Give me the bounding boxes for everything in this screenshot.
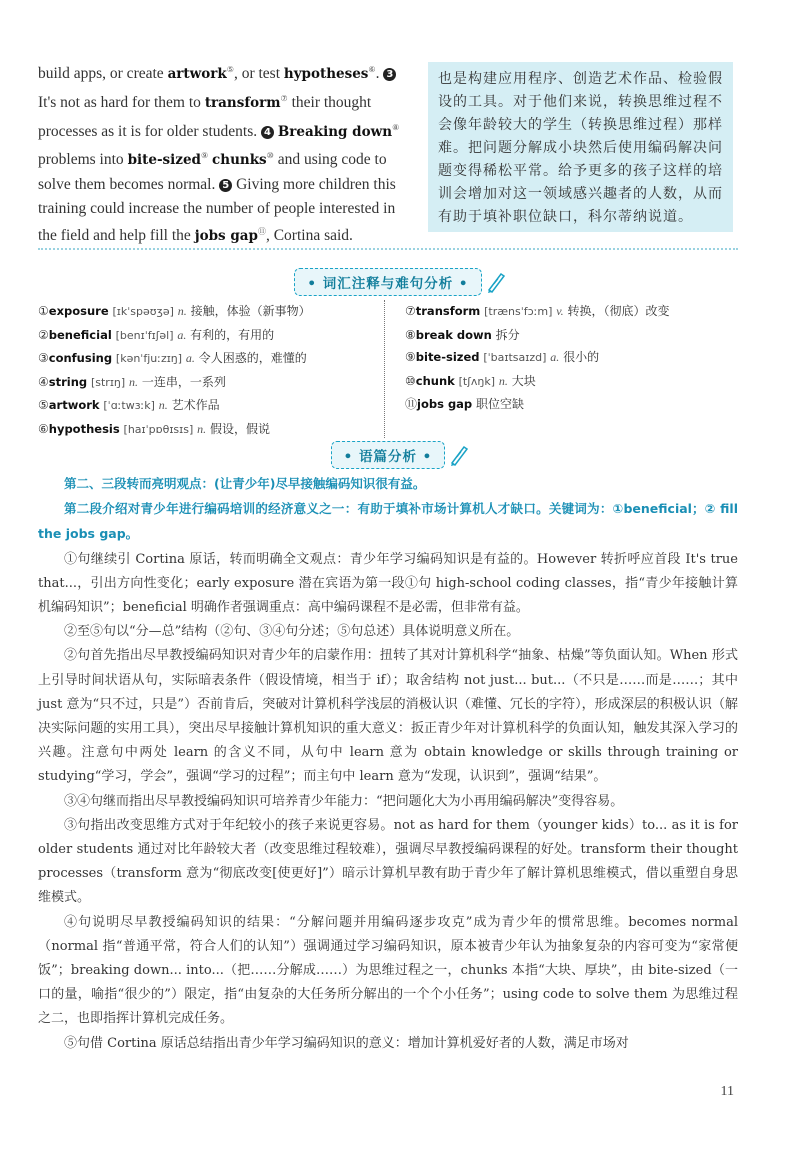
vocab-item: ⑪jobs gap 职位空缺 (405, 397, 525, 411)
section-divider (38, 248, 738, 250)
sentence-number-3: 3 (383, 68, 396, 81)
vocab-list-right (405, 300, 670, 416)
vocab-item: ③confusing [kənˈfjuːzɪŋ] a. 令人困惑的，难懂的 (38, 351, 307, 365)
vocab-item: ①exposure [ɪkˈspəʊʒə] n. 接触，体验（新事物） (38, 304, 311, 318)
analysis-title-label: • 语篇分析 • (331, 441, 446, 469)
vocab-section-title (0, 268, 800, 297)
analysis-paragraph: ①句继续引 Cortina 原话，转而明确全文观点：青少年学习编码知识是有益的。However 转折呼应首段 It's true that...，引出方向性变化；early exposure 潜在宾语为第一段①句 high-school coding classes，指“青少年接触计算机编码知识”；beneficial 明确作者强调重点：高中编码课程不是必需，但非常有益。 (38, 551, 738, 616)
vocab-item: ⑦transform [trænsˈfɔːm] v. 转换，（彻底）改变 (405, 304, 670, 318)
vocab-item: ⑧break down 拆分 (405, 327, 520, 342)
pen-icon (486, 271, 506, 297)
vocab-item: ⑨bite-sized [ˈbaɪtsaɪzd] a. 很小的 (405, 350, 600, 364)
vocab-item: ⑥hypothesis [haɪˈpɒθɪsɪs] n. 假设，假说 (38, 421, 270, 436)
vocab-item: ⑤artwork [ˈɑːtwɜːk] n. 艺术作品 (38, 398, 220, 412)
translation-box (428, 62, 733, 232)
pen-icon (449, 444, 469, 470)
vocab-column-divider (384, 300, 391, 438)
vocab-item: ②beneficial [benɪˈfɪʃəl] a. 有利的，有用的 (38, 327, 275, 342)
vocab-item: ⑩chunk [tʃʌŋk] n. 大块 (405, 373, 536, 388)
analysis-paragraph: ③句指出改变思维方式对于年纪较小的孩子来说更容易。not as hard for them（younger kids）to... as it is for older students 通过对比年龄较大者（改变思维过程较难），强调尽早教授编码课程的好处。transform their thought processes（transform 意为“彻底改变[使更好]”）暗示计算机早教有助于青少年了解计算机思维模式，借以重塑自身思维模式。 (38, 817, 738, 906)
vocab-item: ④string [strɪŋ] n. 一连串，一系列 (38, 374, 226, 389)
analysis-body (38, 472, 738, 1056)
analysis-paragraph: ②至⑤句以“分—总”结构（②句、③④句分述；⑤句总述）具体说明意义所在。 (64, 624, 520, 640)
analysis-heading-2: 第二段介绍对青少年进行编码培训的经济意义之一：有助于填补市场计算机人才缺口。关键词为：①beneficial；② fill the jobs gap。 (38, 501, 738, 542)
analysis-paragraph: ③④句继而指出尽早教授编码知识可培养青少年能力：“把问题化大为小再用编码解决”变得容易。 (64, 793, 624, 809)
analysis-paragraph: ④句说明尽早教授编码知识的结果：“分解问题并用编码逐步攻克”成为青少年的惯常思维。becomes normal（normal 指“普通平常，符合人们的认知”）强调通过学习编码知识，原本被青少年认为抽象复杂的内容可变为“家常便饭”；breaking down... into...（把……分解成……）为思维过程之一，chunks 本指“大块、厚块”，由 bite-sized（一口的量，喻指“很少的”）限定，指“由复杂的大任务所分解出的一个个小任务”；using code to solve them 为思维过程之二，也即指挥计算机完成任务。 (38, 914, 738, 1027)
vocab-title-label: • 词汇注释与难句分析 • (294, 268, 481, 296)
vocab-list-left (38, 300, 311, 441)
analysis-paragraph: ②句首先指出尽早教授编码知识对青少年的启蒙作用：扭转了其对计算机科学“抽象、枯燥”等负面认知。When 形式上引导时间状语从句，实际暗表条件（假设情境，相当于 if）；取舍结构 not just... but...（不只是……而是……；其中 just 意为“只不过，只是”）否前肯后，突破对计算机科学浅层的消极认识（难懂、冗长的字符），形成深层的积极认识（解决实际问题的实用工具），突出尽早接触计算机知识的重大意义：扳正青少年对计算机科学的负面认知，触发其深入学习的兴趣。注意句中两处 learn 的含义不同，从句中 learn 意为 obtain knowledge or skills through training or studying“学习，学会”，强调“学习的过程”；而主句中 learn 意为“发现，认识到”，强调“结果”。 (38, 648, 738, 785)
analysis-section-title (0, 441, 800, 470)
analysis-paragraph: ⑤句借 Cortina 原话总结指出青少年学习编码知识的意义：增加计算机爱好者的人数，满足市场对 (64, 1035, 629, 1051)
sentence-number-5: 5 (219, 179, 232, 192)
translation-text: 也是构建应用程序、创造艺术作品、检验假设的工具。对于他们来说，转换思维过程不会像年龄较大的学生（转换思维过程）那样难。把问题分解成小块然后使用编码解决问题变得稀松平常。给予更多的孩子这样的培训会增加对这一领域感兴趣者的人数，从而有助于填补职位缺口，科尔蒂纳说道。 (438, 71, 723, 225)
analysis-heading-1: 第二、三段转而亮明观点：(让青少年)尽早接触编码知识很有益。 (64, 476, 426, 491)
sentence-number-4: 4 (261, 126, 274, 139)
page-number: 11 (720, 1084, 734, 1099)
english-passage: build apps, or create artwork⑤, or test hypotheses⑥. 3 It's not as hard for them to transform⑦ their thought processes as it is for older students. 4 Breaking down⑧ problems into bite-sized⑨ chunks⑩ and using code to solve them becomes normal. 5 Giving more children this training could increase the number of people interested in the field and help fill the jobs gap⑪, Cortina said. (38, 65, 400, 245)
